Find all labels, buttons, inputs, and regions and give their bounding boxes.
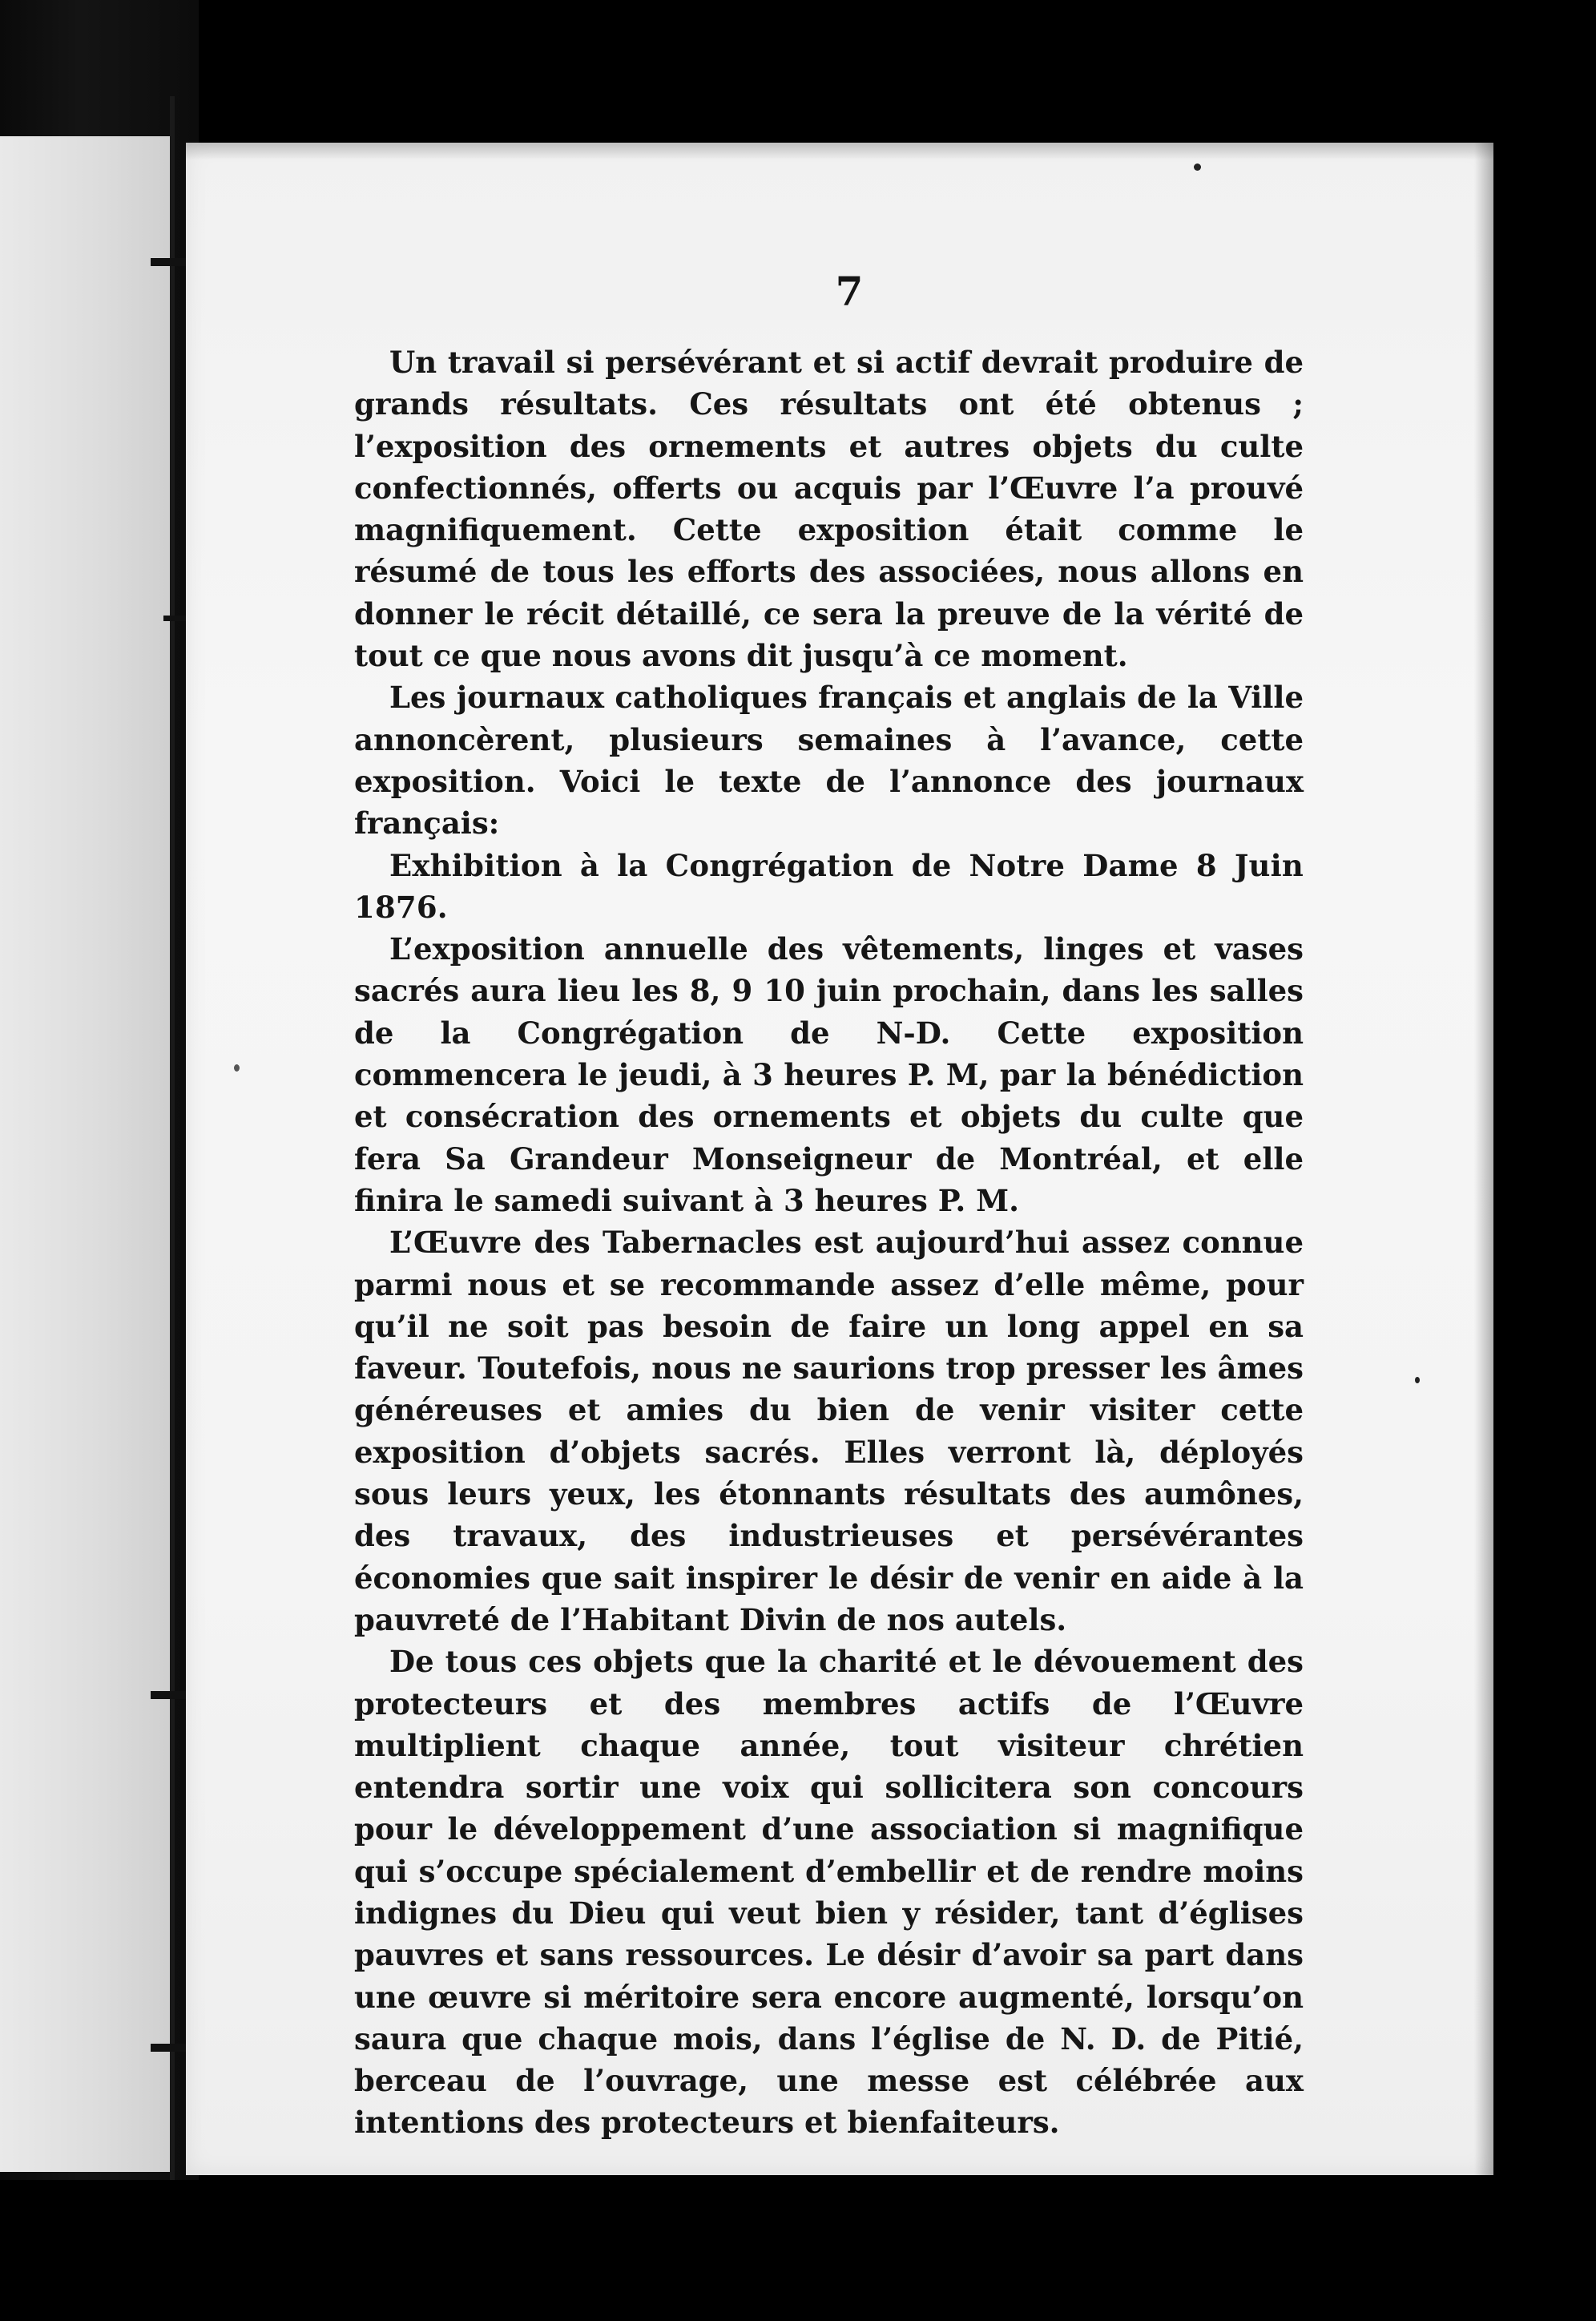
announcement-heading: Exhibition à la Congrégation de Notre Dame 8 Juin 1876.	[354, 847, 1304, 925]
paragraph: L’exposition annuelle des vêtements, linges et vases sacrés aura lieu les 8, 9 10 juin prochain, dans les salles de la Congrégation de N-D. Cette exposition commencera le jeudi, à 3 heures P. M, par la bénédiction et consécration des ornements et objets du culte que fera Sa Grandeur Monseigneur de Montréal, et elle finira le samedi suivant à 3 heures P. M.	[354, 931, 1304, 1218]
body-text	[354, 341, 1304, 2144]
page-shadow	[1474, 143, 1493, 2175]
binding-mark	[151, 258, 187, 266]
scan-speck	[1415, 1377, 1420, 1383]
paragraph: L’Œuvre des Tabernacles est aujourd’hui assez connue parmi nous et se recommande assez d’elle même, pour qu’il ne soit pas besoin de faire un long appel en sa faveur. Toutefois, nous ne saurions trop presser les âmes généreuses et amies du bien de venir visiter cette exposition d’objets sacrés. Elles verront là, déployés sous leurs yeux, les étonnants résultats des aumônes, des travaux, des industrieuses et persévérantes économies que sait inspirer le désir de venir en aide à la pauvreté de l’Habitant Divin de nos autels.	[354, 1225, 1304, 1637]
binding-mark	[163, 616, 187, 621]
scan-right-border	[1498, 0, 1596, 2321]
binding-line	[170, 96, 175, 2180]
paragraph: De tous ces objets que la charité et le dévouement des protecteurs et des membres actifs de l’Œuvre multiplient chaque année, tout visiteur chrétien entendra sortir une voix qui sollicitera son concours pour le développement d’une association si magnifique qui s’occupe spécialement d’embellir et de rendre moins indignes du Dieu qui veut bien y résider, tant d’églises pauvres et sans ressources. Le désir d’avoir sa part dans une œuvre si méritoire sera encore augmenté, lorsqu’on saura que chaque mois, dans l’église de N. D. de Pitié, berceau de l’ouvrage, une messe est célébrée aux intentions des protecteurs et bienfaiteurs.	[354, 1644, 1304, 2141]
binding-mark	[151, 2044, 187, 2052]
paragraph: Les journaux catholiques français et anglais de la Ville annoncèrent, plusieurs semaines à l’avance, cette exposition. Voici le texte de l’annonce des journaux français:	[354, 680, 1304, 842]
page-number: 7	[835, 268, 864, 315]
page-shadow	[186, 143, 1493, 160]
binding-mark	[151, 1691, 187, 1699]
scan-speck	[234, 1064, 240, 1072]
paragraph: Un travail si persévérant et si actif devrait produire de grands résultats. Ces résultats ont été obtenus ; l’exposition des ornements et autres objets du culte confectionnés, offerts ou acquis par l’Œuvre l’a prouvé magnifiquement. Cette exposition était comme le résumé de tous les efforts des associées, nous allons en donner le récit détaillé, ce sera la preuve de la vérité de tout ce que nous avons dit jusqu’à ce moment.	[354, 345, 1304, 674]
scan-bottom-border	[0, 2180, 1596, 2321]
scan-top-border	[0, 0, 1596, 138]
printed-page	[186, 143, 1493, 2175]
scan-speck	[1194, 163, 1201, 171]
facing-page-edge	[0, 136, 175, 2172]
